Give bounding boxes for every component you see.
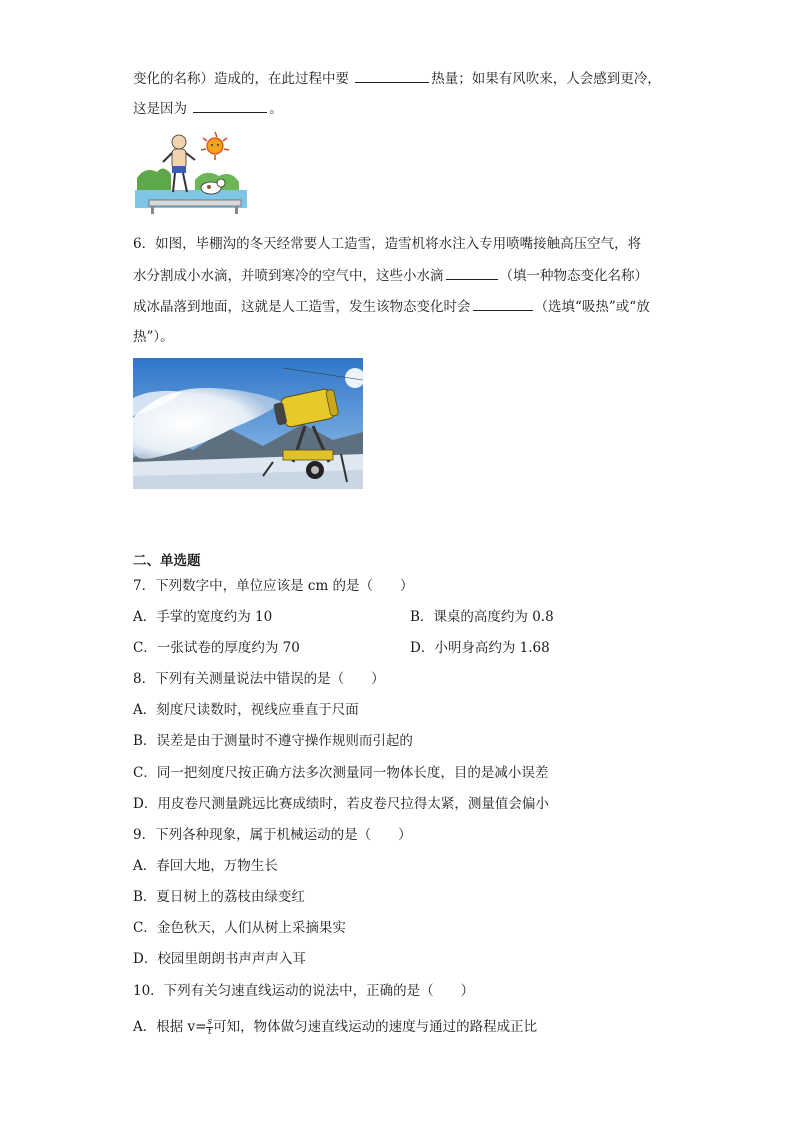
q9-option-d: D．校园里朗朗书声声声入耳	[133, 951, 306, 967]
q6-line-1: 6．如图，毕棚沟的冬天经常要人工造雪，造雪机将水注入专用喷嘴接触高压空气，将	[133, 236, 642, 252]
q6-blank-2	[473, 296, 533, 311]
q7-option-d: D．小明身高约为 1.68	[410, 640, 550, 656]
q6-blank-1	[446, 265, 498, 280]
q5-blank-1	[355, 68, 429, 83]
q6-photo	[133, 358, 363, 489]
q9-option-b: B．夏日树上的荔枝由绿变红	[133, 889, 305, 905]
q5-illustration	[135, 128, 247, 216]
q6-line-2	[133, 265, 648, 286]
q7-option-c: C．一张试卷的厚度约为 70	[133, 640, 300, 656]
q8-option-d: D．用皮卷尺测量跳远比赛成绩时，若皮卷尺拉得太紧，测量值会偏小	[133, 796, 549, 812]
fraction-numerator: s	[207, 1017, 213, 1027]
q5-blank-2	[193, 98, 267, 113]
q6-text-2b: （填一种物态变化名称）	[499, 268, 648, 284]
swimmer-cartoon-image	[135, 128, 247, 216]
q8-option-a: A．刻度尺读数时，视线应垂直于尺面	[133, 702, 359, 718]
q7-stem: 7．下列数字中，单位应该是 cm 的是（ ）	[133, 578, 414, 594]
q5-text-1b: 热量；如果有风吹来，人会感到更冷，	[431, 71, 661, 87]
q9-option-a: A．春回大地，万物生长	[133, 858, 278, 874]
snow-machine-image	[133, 358, 363, 489]
q10-option-a-suffix: 可知，物体做匀速直线运动的速度与通过的路程成正比	[213, 1019, 538, 1035]
q10-option-a	[133, 1014, 537, 1040]
q6-text-2a: 水分割成小水滴，并喷到寒冷的空气中，这些小水滴	[133, 268, 444, 284]
q6-text-3a: 成冰晶落到地面，这就是人工造雪，发生该物态变化时会	[133, 299, 471, 315]
q6-line-3	[133, 296, 650, 317]
section-2-heading: 二、单选题	[133, 553, 201, 569]
q5-text-2a: 这是因为	[133, 101, 187, 117]
q10-stem: 10．下列有关匀速直线运动的说法中，正确的是（ ）	[133, 983, 475, 999]
q7-option-a: A．手掌的宽度约为 10	[133, 609, 273, 625]
q9-stem: 9．下列各种现象，属于机械运动的是（ ）	[133, 827, 412, 843]
q9-option-c: C．金色秋天，人们从树上采摘果实	[133, 920, 346, 936]
q6-line-4: 热”）。	[133, 329, 174, 345]
fraction-denominator: t	[207, 1027, 212, 1037]
q5-text-1a: 变化的名称）造成的，在此过程中要	[133, 71, 349, 87]
q8-option-c: C．同一把刻度尺按正确方法多次测量同一物体长度，目的是减小误差	[133, 765, 549, 781]
q8-stem: 8．下列有关测量说法中错误的是（ ）	[133, 671, 385, 687]
q8-option-b: B．误差是由于测量时不遵守操作规则而引起的	[133, 733, 413, 749]
q5-line-1	[133, 68, 661, 89]
q5-line-2	[133, 98, 283, 119]
q7-option-b: B．课桌的高度约为 0.8	[410, 609, 554, 625]
q5-text-2b: 。	[269, 101, 283, 117]
q10-option-a-prefix: A．根据 v=	[133, 1019, 207, 1035]
q6-text-3b: （选填“吸热”或“放	[534, 299, 650, 315]
